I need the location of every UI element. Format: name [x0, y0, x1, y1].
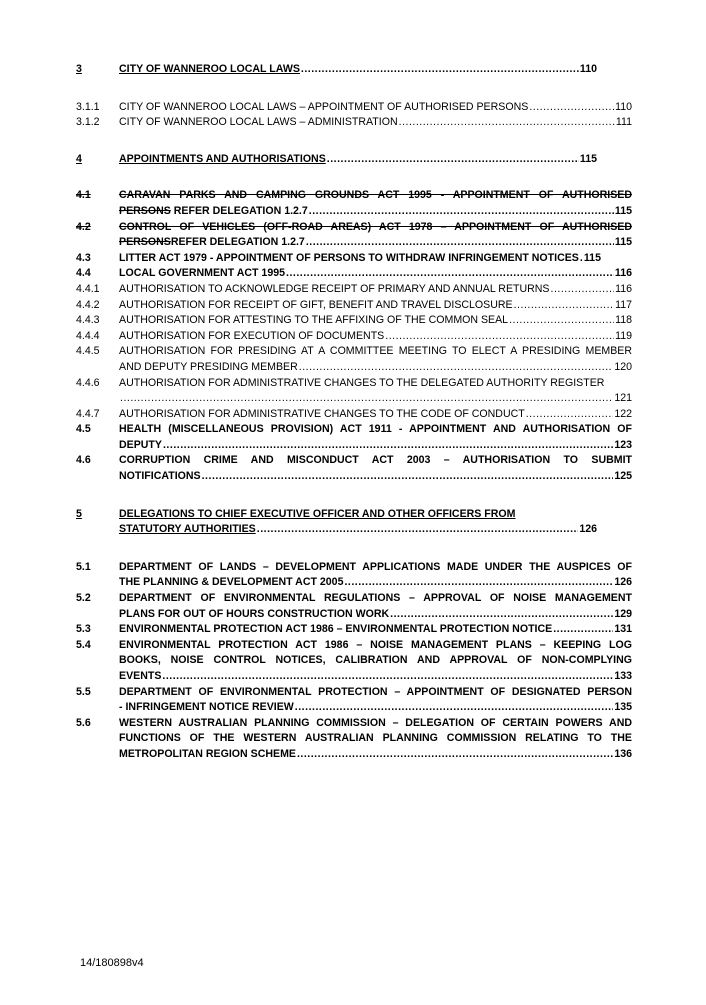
- toc-title: HEALTH (MISCELLANEOUS PROVISION) ACT 1911 - APPOINTMENT AND AUTHORISATION OF: [119, 423, 632, 436]
- toc-entry-4-4-3[interactable]: [76, 313, 632, 329]
- toc-page: 135: [614, 701, 632, 714]
- toc-entry-4-6[interactable]: [76, 453, 632, 484]
- toc-number: 5.5: [76, 685, 91, 698]
- toc-title: AUTHORISATION TO ACKNOWLEDGE RECEIPT OF PRIMARY AND ANNUAL RETURNS: [119, 282, 550, 295]
- toc-title-cont: PLANS FOR OUT OF HOURS CONSTRUCTION WORK: [119, 607, 390, 620]
- toc-title: LOCAL GOVERNMENT ACT 1995: [119, 267, 285, 280]
- toc-number: 3.1.1: [76, 100, 100, 113]
- toc-page: 110: [615, 100, 632, 113]
- toc-number: 4.4.2: [76, 298, 100, 311]
- toc-entry-3-1-2[interactable]: [76, 115, 632, 131]
- toc-title: LITTER ACT 1979 - APPOINTMENT OF PERSONS TO WITHDRAW INFRINGEMENT NOTICES: [119, 251, 579, 264]
- toc-page: 110: [579, 63, 597, 75]
- toc-entry-4-4-6[interactable]: [76, 376, 632, 407]
- toc-title-struck: PERSONS: [119, 204, 171, 217]
- toc-entry-4-1[interactable]: [76, 188, 632, 219]
- toc-entry-4-4[interactable]: [76, 266, 632, 282]
- toc-title: DELEGATIONS TO CHIEF EXECUTIVE OFFICER AND OTHER OFFICERS FROM: [119, 507, 516, 520]
- toc-entry-5-6[interactable]: [76, 716, 632, 763]
- toc-entry-4-4-1[interactable]: [76, 282, 632, 298]
- toc-page: 115: [583, 251, 601, 264]
- toc-entry-5-5[interactable]: [76, 685, 632, 716]
- toc-title: APPOINTMENTS AND AUTHORISATIONS: [119, 152, 326, 165]
- toc-title-cont: STATUTORY AUTHORITIES: [119, 523, 256, 536]
- toc-title: AUTHORISATION FOR ATTESTING TO THE AFFIXING OF THE COMMON SEAL: [119, 314, 509, 327]
- toc-title-cont: NOTIFICATIONS: [119, 470, 201, 483]
- toc-number: 4.4.3: [76, 314, 100, 327]
- toc-page: 121: [614, 392, 632, 405]
- toc-title: ENVIRONMENTAL PROTECTION ACT 1986 – NOISE MANAGEMENT PLANS – KEEPING LOG: [119, 638, 632, 651]
- toc-title: CARAVAN PARKS AND CAMPING GROUNDS ACT 1995 - APPOINTMENT OF AUTHORISED: [119, 189, 632, 202]
- toc-entry-3-1-1[interactable]: [76, 100, 632, 116]
- toc-title: AUTHORISATION FOR ADMINISTRATIVE CHANGES TO THE DELEGATED AUTHORITY REGISTER: [119, 376, 605, 389]
- toc-title: DEPARTMENT OF LANDS – DEVELOPMENT APPLICATIONS MADE UNDER THE AUSPICES OF: [119, 560, 632, 573]
- toc-number: 3.1.2: [76, 116, 100, 129]
- toc-title-cont: AND DEPUTY PRESIDING MEMBER: [119, 360, 298, 373]
- toc-heading-4[interactable]: [76, 152, 632, 168]
- toc-note: REFER DELEGATION 1.2.7: [170, 236, 305, 249]
- toc-page: 123: [614, 438, 632, 451]
- toc-page: 118: [615, 314, 632, 327]
- toc-title-cont: EVENTS: [119, 670, 162, 682]
- toc-number: 4.5: [76, 423, 91, 436]
- toc-number: 4.1: [76, 189, 91, 202]
- toc-title: AUTHORISATION FOR EXECUTION OF DOCUMENTS: [119, 329, 385, 342]
- toc-number: 5.6: [76, 716, 91, 729]
- toc-number: 4.4.1: [76, 282, 100, 295]
- toc-page: 117: [615, 298, 632, 311]
- toc-entry-5-2[interactable]: [76, 591, 632, 622]
- toc-number: 5.1: [76, 560, 91, 573]
- toc-number: 5.4: [76, 638, 91, 651]
- toc-title: AUTHORISATION FOR PRESIDING AT A COMMITTEE MEETING TO ELECT A PRESIDING MEMBER: [119, 345, 632, 358]
- toc-number: 4.4.5: [76, 345, 100, 358]
- toc-page: 111: [615, 116, 632, 129]
- toc-number: 4.4.6: [76, 376, 100, 389]
- toc-entry-5-3[interactable]: [76, 622, 632, 638]
- toc-title: CITY OF WANNEROO LOCAL LAWS – APPOINTMENT OF AUTHORISED PERSONS: [119, 100, 529, 113]
- toc-title: DEPARTMENT OF ENVIRONMENTAL PROTECTION – APPOINTMENT OF DESIGNATED PERSON: [119, 685, 632, 698]
- toc-number: 3: [76, 63, 82, 75]
- toc-page: 115: [614, 204, 632, 217]
- toc-title: ENVIRONMENTAL PROTECTION ACT 1986 – ENVIRONMENTAL PROTECTION NOTICE: [119, 623, 553, 636]
- toc-number: 4.6: [76, 454, 91, 467]
- toc-page: 131: [614, 623, 632, 636]
- toc-page: 115: [614, 236, 632, 249]
- toc-number: 5: [76, 507, 82, 520]
- toc-title-cont: BOOKS, NOISE CONTROL NOTICES, CALIBRATION AND APPROVAL OF NON-COMPLYING: [119, 654, 632, 667]
- toc-title: CITY OF WANNEROO LOCAL LAWS: [119, 63, 300, 75]
- toc-page: 120: [614, 360, 632, 373]
- toc-heading-3[interactable]: [76, 62, 632, 78]
- toc-number: 5.2: [76, 592, 91, 605]
- toc-entry-5-4[interactable]: [76, 638, 632, 685]
- toc-page: 136: [614, 747, 632, 760]
- toc-page: 129: [614, 607, 632, 620]
- table-of-contents: [76, 62, 632, 763]
- toc-number: 5.3: [76, 623, 91, 636]
- toc-title: AUTHORISATION FOR ADMINISTRATIVE CHANGES TO THE CODE OF CONDUCT: [119, 407, 525, 420]
- toc-title: CITY OF WANNEROO LOCAL LAWS – ADMINISTRATION: [119, 116, 398, 129]
- toc-note: REFER DELEGATION 1.2.7: [170, 204, 308, 217]
- toc-title-struck: PERSONS: [119, 236, 171, 249]
- toc-entry-5-1[interactable]: [76, 560, 632, 591]
- toc-entry-4-4-4[interactable]: [76, 329, 632, 345]
- toc-number: 4.3: [76, 251, 91, 264]
- toc-number: 4.4.4: [76, 329, 100, 342]
- toc-title: AUTHORISATION FOR RECEIPT OF GIFT, BENEFIT AND TRAVEL DISCLOSURE: [119, 298, 513, 311]
- toc-page: 126: [579, 523, 597, 536]
- toc-title: WESTERN AUSTRALIAN PLANNING COMMISSION – DELEGATION OF CERTAIN POWERS AND: [119, 716, 632, 729]
- toc-page: 116: [614, 267, 632, 280]
- toc-title-cont: DEPUTY: [119, 438, 162, 451]
- toc-heading-5[interactable]: [76, 507, 632, 538]
- toc-entry-4-3[interactable]: [76, 251, 632, 267]
- toc-title: DEPARTMENT OF ENVIRONMENTAL REGULATIONS – APPROVAL OF NOISE MANAGEMENT: [119, 592, 632, 605]
- toc-title-cont: FUNCTIONS OF THE WESTERN AUSTRALIAN PLANNING COMMISSION RELATING TO THE: [119, 732, 632, 745]
- document-reference: 14/180898v4: [80, 957, 144, 969]
- toc-number: 4.4: [76, 267, 91, 280]
- toc-page: 126: [614, 576, 632, 589]
- toc-title: CORRUPTION CRIME AND MISCONDUCT ACT 2003 – AUTHORISATION TO SUBMIT: [119, 454, 632, 467]
- toc-number: 4: [76, 152, 82, 165]
- toc-entry-4-2[interactable]: [76, 220, 632, 251]
- toc-number: 4.4.7: [76, 407, 100, 420]
- toc-page: 115: [579, 152, 597, 165]
- toc-title-cont: THE PLANNING & DEVELOPMENT ACT 2005: [119, 576, 344, 589]
- toc-page: 119: [615, 329, 632, 342]
- toc-entry-4-4-5[interactable]: [76, 344, 632, 375]
- toc-entry-4-5[interactable]: [76, 422, 632, 453]
- toc-title: CONTROL OF VEHICLES (OFF-ROAD AREAS) ACT 1978 – APPOINTMENT OF AUTHORISED: [119, 220, 632, 233]
- toc-page: 133: [614, 670, 632, 682]
- toc-title-cont: - INFRINGEMENT NOTICE REVIEW: [119, 701, 294, 714]
- toc-entry-4-4-7[interactable]: [76, 407, 632, 423]
- toc-title-cont: METROPOLITAN REGION SCHEME: [119, 747, 296, 760]
- toc-page: 125: [614, 470, 632, 483]
- toc-page: 122: [614, 407, 632, 420]
- toc-entry-4-4-2[interactable]: [76, 298, 632, 314]
- toc-page: 116: [615, 282, 632, 295]
- toc-number: 4.2: [76, 220, 91, 233]
